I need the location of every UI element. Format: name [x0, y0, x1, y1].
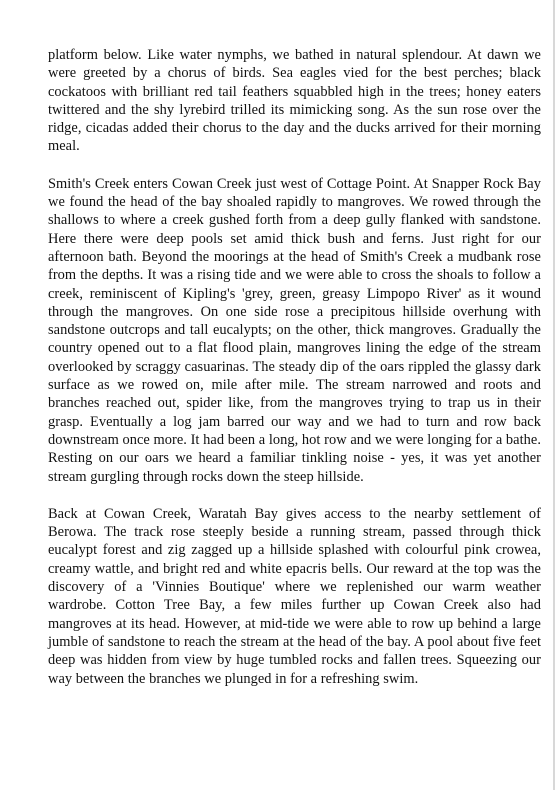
paragraph-3: Back at Cowan Creek, Waratah Bay gives access to the nearby settlement of Berowa. The track rose steeply beside a running stream, passed through thick eucalypt forest and zig zagged up a hillside splashed with colourful pink crowea, creamy wattle, and bright red and white epacris bells. Our reward at the top was the discovery of a 'Vinnies Boutique' where we replenished our warm weather wardrobe. Cotton Tree Bay, a few miles further up Cowan Creek also had mangroves at its head. However, at mid-tide we were able to row up behind a large jumble of sandstone to reach the stream at the head of the bay. A pool about five feet deep was hidden from view by huge tumbled rocks and fallen trees. Squeezing our way between the branches we plunged in for a refreshing swim.: [48, 505, 541, 687]
paragraph-1: platform below. Like water nymphs, we bathed in natural splendour. At dawn we were greeted by a chorus of birds. Sea eagles vied for the best perches; black cockatoos with brilliant red tail feathers squabbled high in the trees; honey eaters twittered and the shy lyrebird trilled its mimicking song. As the sun rose over the ridge, cicadas added their chorus to the day and the ducks arrived for their morning meal.: [48, 47, 541, 155]
paragraph-2: Smith's Creek enters Cowan Creek just west of Cottage Point. At Snapper Rock Bay we found the head of the bay shoaled rapidly to mangroves. We rowed through the shallows to where a creek gushed forth from a deep gully flanked with sandstone. Here there were deep pools set amid thick bush and ferns. Just right for our afternoon bath. Beyond the moorings at the head of Smith's Creek a mudbank rose from the depths. It was a rising tide and we were able to cross the shoals to follow a creek, reminiscent of Kipling's 'grey, green, greasy Limpopo River' as it wound through the mangroves. On one side rose a precipitous hillside overhung with sandstone outcrops and tall eucalypts; on the other, thick mangroves. Gradually the country opened out to a flat flood plain, mangroves lining the edge of the stream overlooked by scraggy casuarinas. The steady dip of the oars rippled the glassy dark surface as we rowed on, mile after mile. The stream narrowed and roots and branches reached out, spider like, from the mangroves trying to trap us in their grasp. Eventually a log jam barred our way and we had to turn and row back downstream once more. It had been a long, hot row and we were longing for a bathe. Resting on our oars we heard a familiar tinkling noise - yes, it was yet another stream gurgling through rocks down the steep hillside.: [48, 175, 541, 485]
